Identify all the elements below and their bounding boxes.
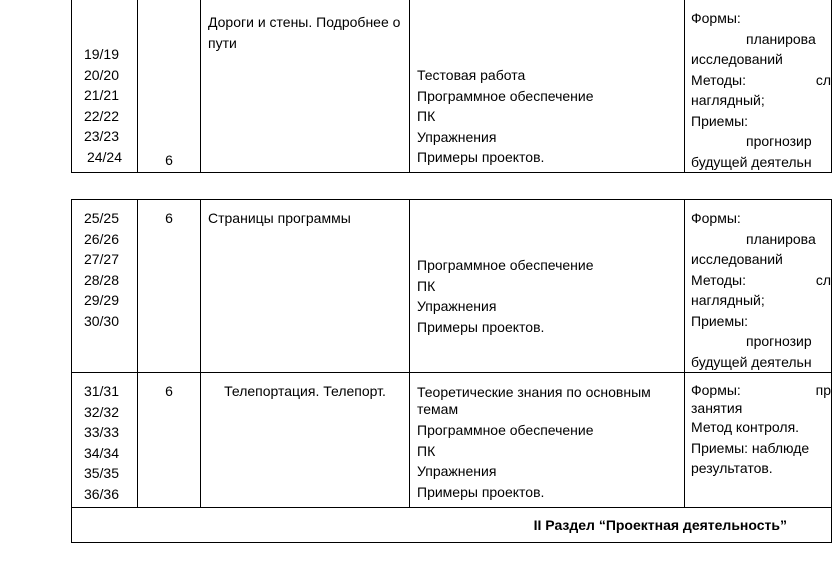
hours-cell: [138, 0, 201, 173]
lesson-number: 22/22: [83, 107, 120, 124]
material-item: ПК: [417, 277, 436, 294]
section-header-row: [72, 508, 832, 543]
forms-cell: [685, 373, 832, 508]
forms-text: занятия: [691, 400, 743, 416]
forms-text: результатов.: [691, 460, 773, 476]
lesson-number: 35/35: [83, 465, 120, 481]
forms-text: планирова: [746, 30, 816, 47]
table-row: [72, 200, 832, 373]
lesson-numbers-cell: [72, 0, 138, 173]
forms-text: Формы:: [691, 210, 741, 226]
forms-text: наглядный;: [691, 92, 765, 108]
material-item: Программное обеспечение: [417, 422, 594, 438]
lesson-number: 24/24: [86, 148, 123, 165]
forms-text: будущей деятельн: [691, 153, 812, 170]
material-item: ПК: [417, 108, 436, 124]
forms-text: пр: [815, 382, 831, 398]
lesson-number: 20/20: [83, 66, 120, 83]
forms-text: Метод контроля.: [691, 419, 800, 435]
forms-text: Приемы: наблюде: [691, 439, 810, 456]
lesson-number: 28/28: [83, 271, 120, 288]
material-item: Упражнения: [417, 298, 497, 314]
forms-methods-line: [691, 70, 831, 91]
forms-text: Приемы:: [691, 112, 749, 129]
forms-text: прогнозир: [746, 133, 812, 149]
lesson-plan-table-2: [71, 199, 832, 543]
hours-value: 6: [165, 210, 173, 226]
topic-cell: [201, 0, 410, 173]
lesson-number: 33/33: [83, 424, 120, 440]
lesson-number: 34/34: [83, 444, 120, 461]
forms-text: сл: [815, 271, 831, 288]
lesson-number: 31/31: [83, 383, 120, 399]
forms-line: [691, 381, 831, 399]
lesson-plan-table-1: [71, 0, 832, 173]
lesson-number: 25/25: [83, 210, 120, 226]
forms-text: Формы:: [691, 382, 741, 398]
lesson-number: 21/21: [83, 87, 120, 103]
hours-cell: [138, 373, 201, 508]
materials-cell: [410, 200, 685, 373]
section-header-cell: [72, 508, 832, 543]
lesson-number: 32/32: [83, 403, 120, 420]
material-item: ПК: [417, 442, 436, 459]
materials-cell: [410, 0, 685, 173]
material-item: Теоретические знания по основным темам: [417, 384, 651, 417]
lesson-numbers-cell: [72, 200, 138, 373]
forms-text: Приемы:: [691, 312, 749, 329]
topic-text: Страницы программы: [208, 210, 351, 226]
material-item: Упражнения: [417, 128, 497, 145]
section-title: II Раздел “Проектная деятельность”: [533, 516, 787, 533]
lesson-numbers-cell: [72, 373, 138, 508]
material-item: Примеры проектов.: [417, 483, 545, 500]
forms-text: прогнозир: [746, 333, 812, 349]
lesson-number: 23/23: [83, 128, 120, 144]
hours-value: 6: [165, 383, 173, 399]
lesson-number: 19/19: [83, 46, 120, 62]
forms-text: наглядный;: [691, 292, 765, 308]
lesson-number: 30/30: [83, 312, 120, 329]
materials-cell: [410, 373, 685, 508]
material-item: Программное обеспечение: [417, 257, 594, 273]
forms-text: планирова: [746, 230, 816, 247]
forms-cell: [685, 200, 832, 373]
lesson-number: 26/26: [83, 230, 120, 247]
forms-text: Методы:: [691, 271, 746, 288]
forms-text: Формы:: [691, 10, 741, 26]
material-item: Программное обеспечение: [417, 87, 594, 104]
material-item: Примеры проектов.: [417, 149, 545, 165]
forms-text: Методы:: [691, 71, 746, 88]
topic-text: Дороги и стены. Подробнее о пути: [208, 14, 401, 51]
lesson-number: 36/36: [83, 485, 120, 502]
lesson-number: 29/29: [83, 292, 120, 308]
topic-cell: [201, 200, 410, 373]
material-item: Примеры проектов.: [417, 318, 545, 335]
hours-value: 6: [165, 151, 173, 168]
forms-text: сл: [815, 71, 831, 88]
topic-text: Телепортация. Телепорт.: [224, 383, 386, 399]
forms-text: будущей деятельн: [691, 353, 812, 370]
hours-cell: [138, 200, 201, 373]
table-row: [72, 0, 832, 173]
forms-text: исследований: [691, 51, 783, 67]
material-item: Упражнения: [417, 463, 497, 479]
table-row: [72, 373, 832, 508]
forms-cell: [685, 0, 832, 173]
material-item: Тестовая работа: [417, 67, 526, 83]
forms-text: исследований: [691, 251, 783, 267]
forms-methods-line: [691, 270, 831, 291]
topic-cell: [201, 373, 410, 508]
lesson-number: 27/27: [83, 251, 120, 267]
